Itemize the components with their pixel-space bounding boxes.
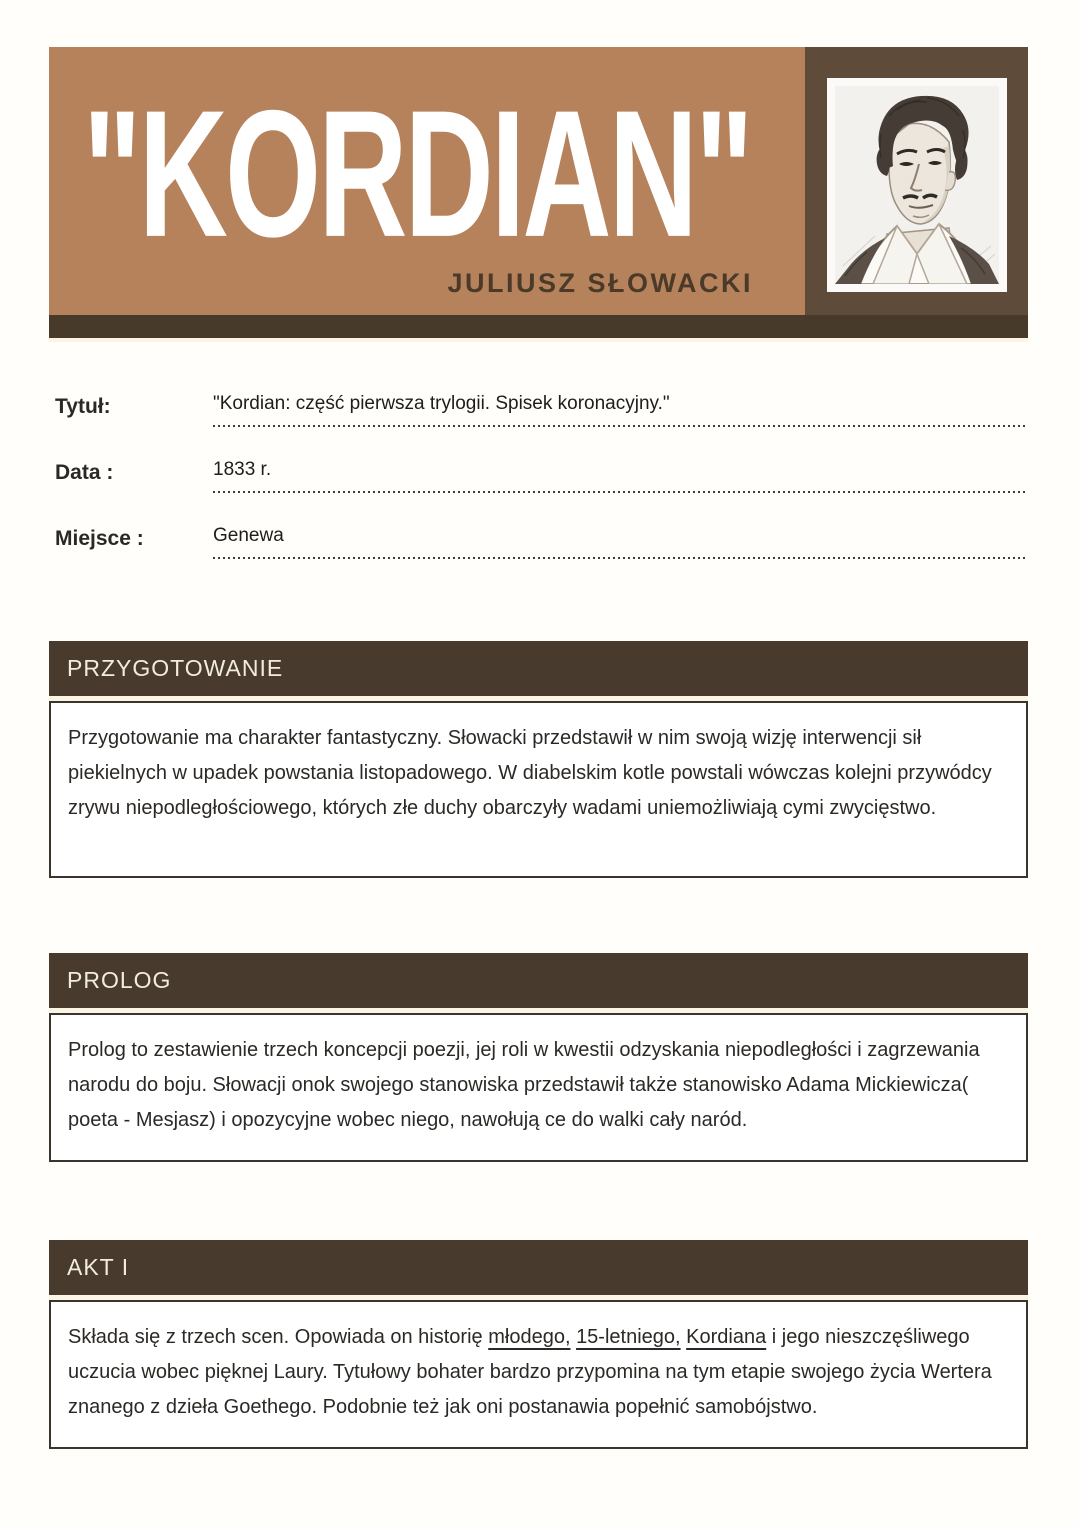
- field-value: Genewa: [213, 525, 284, 546]
- section-body-box: [49, 1013, 1028, 1162]
- field-label: Tytuł:: [55, 395, 111, 418]
- underlined-phrase: 15-letniego,: [576, 1326, 681, 1348]
- header-strip: [49, 315, 1028, 342]
- sections: [49, 641, 1028, 1449]
- metadata-fields: [49, 391, 1028, 559]
- portrait-frame: [827, 78, 1007, 292]
- banner-portrait-area: [805, 47, 1028, 315]
- section-title: PROLOG: [67, 967, 172, 993]
- section: [49, 1240, 1028, 1449]
- field-row: [49, 457, 1028, 493]
- section: [49, 641, 1028, 878]
- dotted-line: [213, 425, 1028, 427]
- section-header-bar: [49, 953, 1028, 1008]
- portrait-image: [835, 86, 999, 284]
- field-value-area: [213, 457, 1028, 493]
- section-body-box: [49, 701, 1028, 878]
- section-title: PRZYGOTOWANIE: [67, 655, 284, 681]
- text-run: Prolog to zestawienie trzech koncepcji poezji, jej roli w kwestii odzyskania niepodległości i zagrzewania narodu do boju. Słowacji onok swojego stanowiska przedstawił także stanowisko Adama Mickiewicza( poeta - Mesjasz) i opozycyjne wobec niego, nawołują ce do walki cały naród.: [68, 1039, 980, 1131]
- section-body-text: [68, 1320, 992, 1425]
- text-run: Składa się z trzech scen. Opowiada on historię: [68, 1326, 489, 1348]
- section-header-bar: [49, 1240, 1028, 1295]
- field-label: Miejsce :: [55, 527, 144, 550]
- field-value-area: [213, 523, 1028, 559]
- field-value: "Kordian: część pierwsza trylogii. Spisek koronacyjny.": [213, 393, 670, 414]
- text-run: Przygotowanie ma charakter fantastyczny. Słowacki przedstawił w nim swoją wizję interwencji sił piekielnych w upadek powstania listopadowego. W diabelskim kotle powstali wówczas kolejni przywódcy zrywu niepodległościowego, których złe duchy obarczyły wadami uniemożliwiają cymi zwycięstwo.: [68, 727, 992, 819]
- section-title: AKT I: [67, 1254, 130, 1280]
- section-header-bar: [49, 641, 1028, 696]
- page-title: "KORDIAN": [83, 71, 751, 275]
- section-body-text: [68, 721, 992, 826]
- field-row: [49, 523, 1028, 559]
- dotted-line: [213, 491, 1028, 493]
- page-subtitle: JULIUSZ SŁOWACKI: [447, 268, 753, 298]
- field-label: Data :: [55, 461, 114, 484]
- field-value: 1833 r.: [213, 459, 272, 480]
- underlined-phrase: Kordiana: [686, 1326, 767, 1348]
- dotted-line: [213, 557, 1028, 559]
- underlined-phrase: młodego,: [488, 1326, 571, 1348]
- header-banner: [49, 47, 1028, 315]
- field-value-area: [213, 391, 1028, 427]
- banner-title-area: [49, 47, 805, 315]
- section-body-box: [49, 1300, 1028, 1449]
- field-row: [49, 391, 1028, 427]
- section: [49, 953, 1028, 1162]
- text-run: i jego nieszczęśliwego uczucia wobec pięknej Laury. Tytułowy bohater bardzo przypomina na tym etapie swojego życia Wertera znanego z dzieła Goethego. Podobnie też jak oni postanawia popełnić samobójstwo.: [68, 1326, 992, 1418]
- section-body-text: [68, 1033, 992, 1138]
